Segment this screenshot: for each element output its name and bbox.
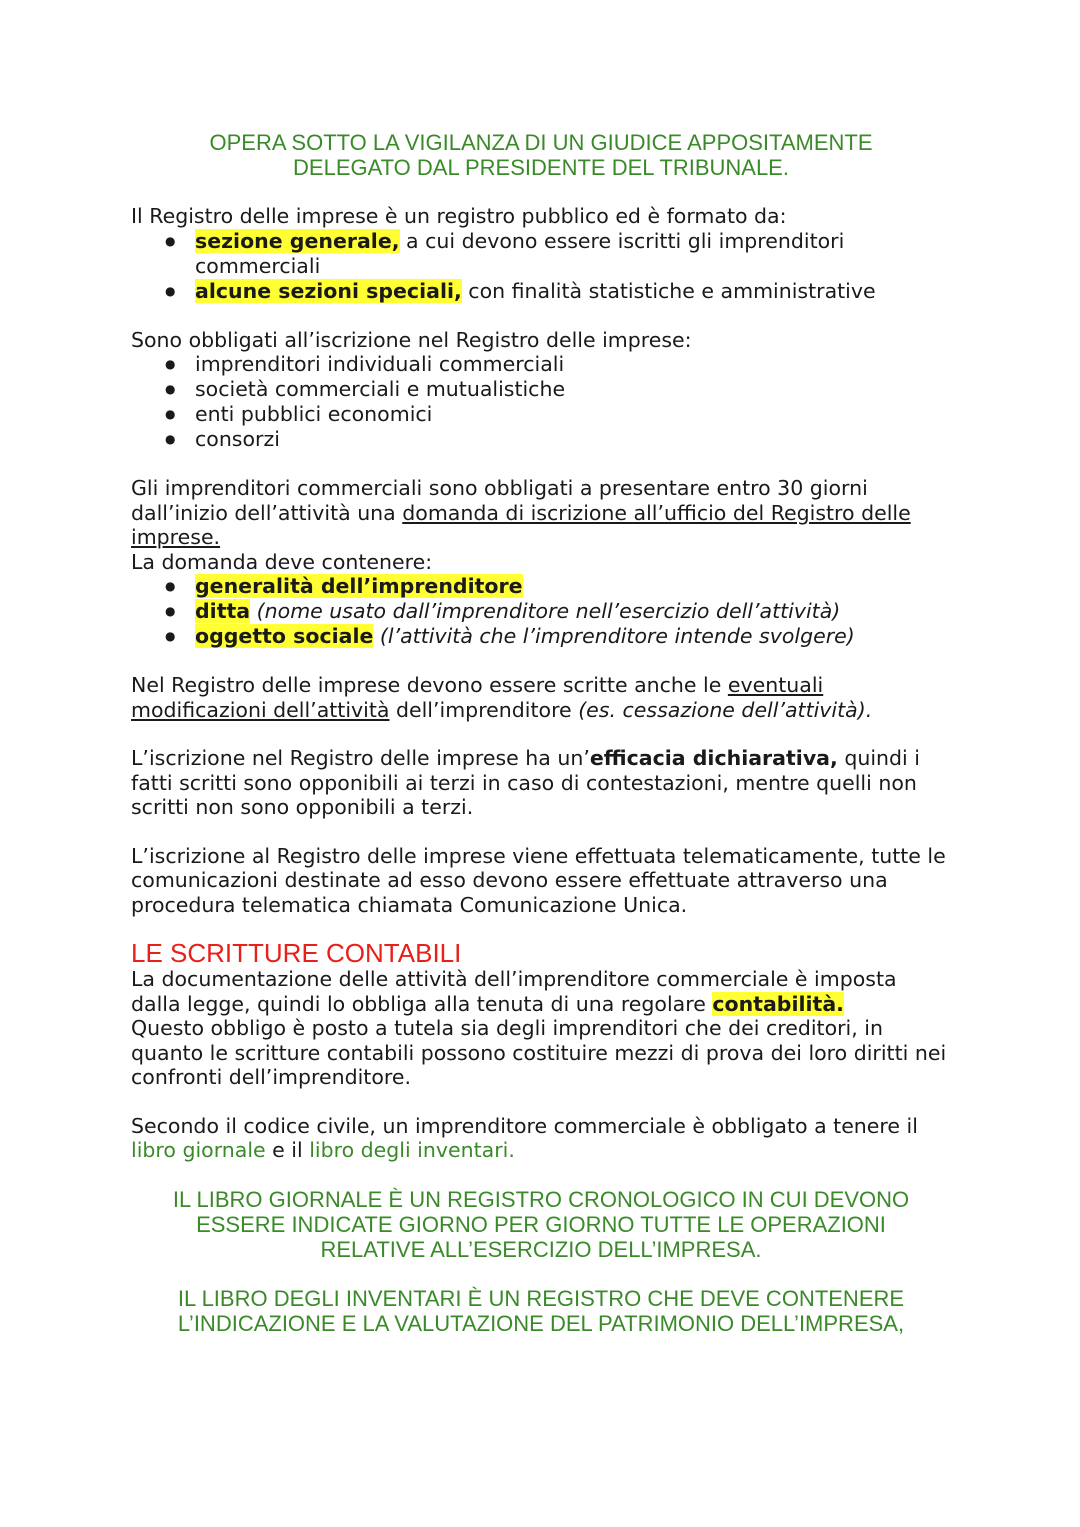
registro-list xyxy=(131,229,951,304)
list-item xyxy=(195,574,951,599)
modif-text: Nel Registro delle imprese devono essere scritte anche le xyxy=(131,673,728,697)
list-item xyxy=(195,229,951,279)
efficacia-bold: efficacia dichiarativa, xyxy=(589,746,838,770)
item-text: (nome usato dall’imprenditore nell’esercizio dell’attività) xyxy=(250,599,841,623)
scritture-contabili-heading: LE SCRITTURE CONTABILI xyxy=(131,938,462,968)
scritture-paragraph-1 xyxy=(131,967,951,1016)
domanda-contenere: La domanda deve contenere: xyxy=(131,549,433,574)
list-item xyxy=(195,624,951,649)
heading-vigilanza-line-1: OPERA SOTTO LA VIGILANZA DI UN GIUDICE APPOSITAMENTE xyxy=(209,130,873,155)
domanda-paragraph xyxy=(131,476,951,574)
list-item xyxy=(195,279,951,304)
efficacia-text-2: quindi i fatti scritti sono opponibili ai terzi in caso di contestazioni, mentre quelli non scritti non sono opponibili a terzi. xyxy=(131,746,920,819)
highlight-text: contabilità. xyxy=(712,991,844,1016)
highlight-text: oggetto sociale xyxy=(195,624,374,648)
list-item: ● consorzi xyxy=(195,427,951,452)
efficacia-paragraph xyxy=(131,746,951,820)
highlight-text: alcune sezioni speciali, xyxy=(195,278,462,303)
codice-text-2: e il xyxy=(265,1138,310,1162)
codice-civile-paragraph xyxy=(131,1114,951,1163)
list-item: ● imprenditori individuali commerciali xyxy=(195,352,951,377)
modif-underlined: eventuali modificazioni dell’attività xyxy=(131,673,824,722)
domanda-text: Gli imprenditori commerciali sono obbligati a presentare entro 30 giorni dall’inizio dell’attività una xyxy=(131,476,868,525)
efficacia-text: L’iscrizione nel Registro delle imprese ha un’ xyxy=(131,746,590,770)
scritture-paragraph-2: Questo obbligo è posto a tutela sia degli imprenditori che dei creditori, in quanto le scritture contabili possono costituire mezzi di prova dei loro diritti nei confronti dell’imprenditore. xyxy=(131,1016,947,1089)
list-item xyxy=(195,599,951,624)
highlight-text: generalità dell’imprenditore xyxy=(195,574,523,598)
list-item: ● società commerciali e mutualistiche xyxy=(195,377,951,402)
heading-vigilanza xyxy=(131,130,951,180)
highlight-text: sezione generale, xyxy=(195,228,400,253)
highlight-text: ditta xyxy=(195,599,251,623)
telematica-paragraph: L’iscrizione al Registro delle imprese viene effettuata telematicamente, tutte le comunicazioni destinate ad esso devono essere effettuate attraverso una procedura telematica chiamata Comunicazione Unica. xyxy=(131,843,946,917)
libro-inventari-definition: IL LIBRO DEGLI INVENTARI È UN REGISTRO CHE DEVE CONTENERE L’INDICAZIONE E LA VALUTAZIONE DEL PATRIMONIO DELL’IMPRESA, xyxy=(177,1285,905,1336)
item-text: a cui devono essere iscritti gli imprenditori commerciali xyxy=(195,228,845,278)
modificazioni-paragraph xyxy=(131,673,951,722)
codice-text: Secondo il codice civile, un imprenditore commerciale è obbligato a tenere il xyxy=(131,1113,918,1138)
libro-giornale-term: libro giornale xyxy=(131,1138,266,1162)
item-text: con finalità statistiche e amministrative xyxy=(461,278,876,303)
domanda-underlined: domanda di iscrizione all’ufficio del Registro delle imprese. xyxy=(131,500,911,549)
obbligati-list xyxy=(131,352,951,452)
scritture-text: La documentazione delle attività dell’imprenditore commerciale è imposta dalla legge, quindi lo obbliga alla tenuta di una regolare xyxy=(131,967,897,1016)
libro-giornale-definition: IL LIBRO GIORNALE È UN REGISTRO CRONOLOGICO IN CUI DEVONO ESSERE INDICATE GIORNO PER GIORNO TUTTE LE OPERAZIONI RELATIVE ALL’ESERCIZIO DELL’IMPRESA. xyxy=(172,1186,910,1262)
heading-vigilanza-line-2: DELEGATO DAL PRESIDENTE DEL TRIBUNALE. xyxy=(293,155,789,180)
libro-inventari-term: libro degli inventari. xyxy=(309,1138,515,1162)
item-text: (l’attività che l’imprenditore intende svolgere) xyxy=(373,624,855,648)
registro-intro: Il Registro delle imprese è un registro pubblico ed è formato da: xyxy=(131,204,787,228)
document-page xyxy=(131,130,951,1336)
modif-italic: (es. cessazione dell’attività). xyxy=(578,697,873,722)
obbligati-intro: Sono obbligati all’iscrizione nel Registro delle imprese: xyxy=(131,327,692,352)
list-item: ● enti pubblici economici xyxy=(195,402,951,427)
domanda-list xyxy=(131,574,951,649)
modif-text-2: dell’imprenditore xyxy=(389,697,579,722)
